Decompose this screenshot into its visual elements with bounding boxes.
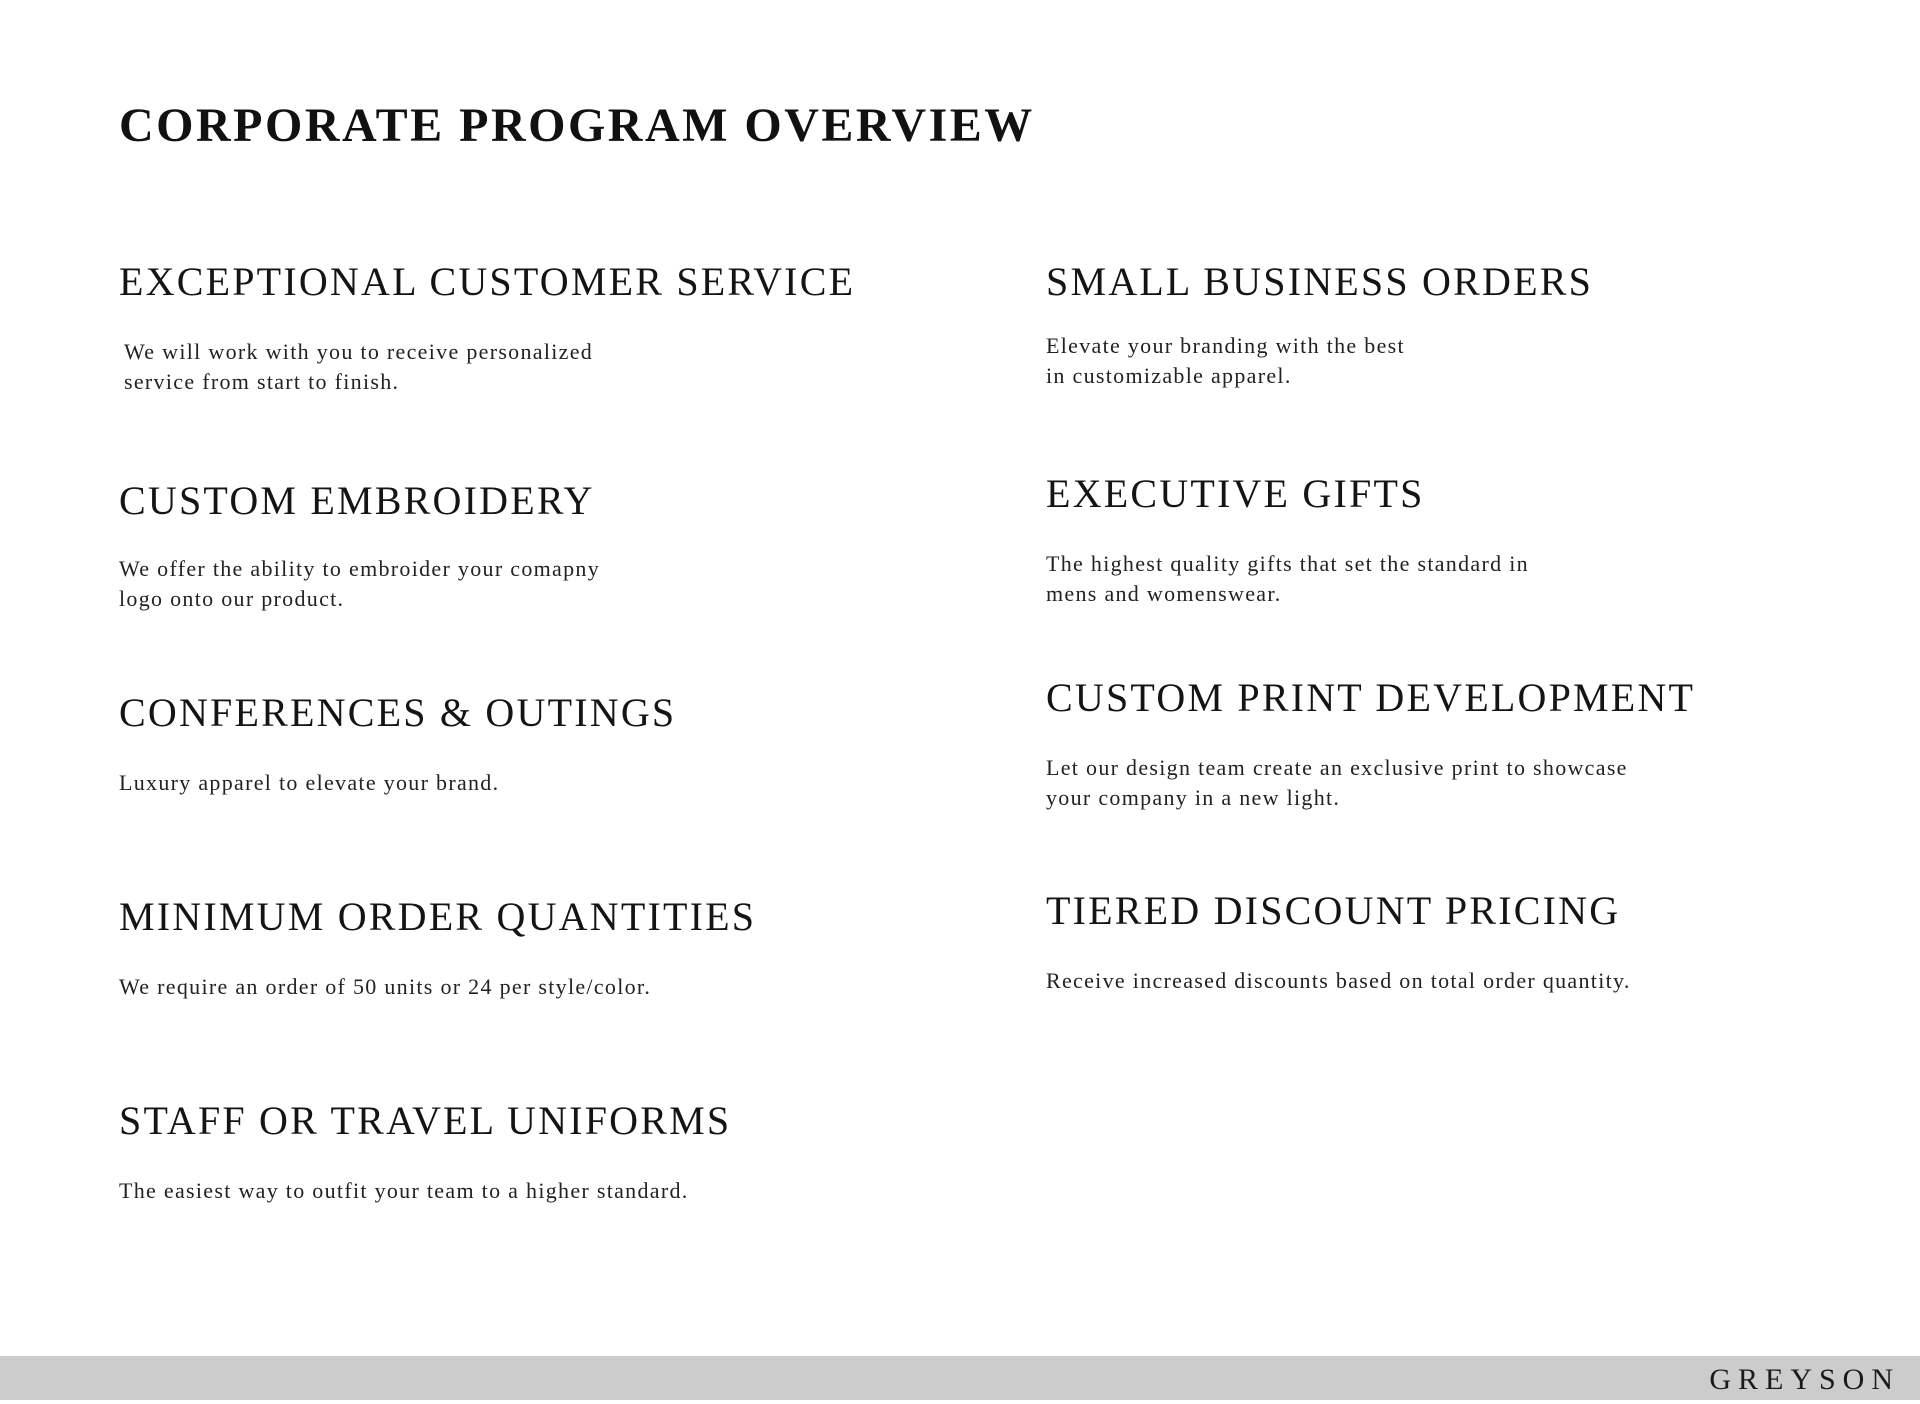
section-body: The highest quality gifts that set the standard in mens and womenswear. <box>1046 551 1529 606</box>
section-exceptional-customer-service <box>119 257 855 397</box>
section-heading: CUSTOM EMBROIDERY <box>119 478 595 523</box>
section-heading: EXCEPTIONAL CUSTOMER SERVICE <box>119 259 856 304</box>
section-body: We require an order of 50 units or 24 per style/color. <box>119 974 652 999</box>
section-heading: TIERED DISCOUNT PRICING <box>1046 888 1621 933</box>
section-heading: CUSTOM PRINT DEVELOPMENT <box>1046 675 1696 720</box>
brand-wordmark: GREYSON <box>1709 1363 1900 1396</box>
section-tiered-discount-pricing <box>1046 886 1631 996</box>
section-heading: STAFF OR TRAVEL UNIFORMS <box>119 1098 732 1143</box>
section-heading: MINIMUM ORDER QUANTITIES <box>119 894 757 939</box>
section-small-business-orders <box>1046 257 1593 391</box>
section-custom-embroidery <box>119 476 600 614</box>
section-heading: CONFERENCES & OUTINGS <box>119 690 677 735</box>
section-body: Elevate your branding with the best in customizable apparel. <box>1046 333 1405 388</box>
section-body: The easiest way to outfit your team to a higher standard. <box>119 1178 689 1203</box>
section-custom-print-development <box>1046 673 1695 813</box>
section-minimum-order-quantities <box>119 892 756 1002</box>
section-heading: EXECUTIVE GIFTS <box>1046 471 1425 516</box>
section-body: We will work with you to receive personalized service from start to finish. <box>124 339 594 394</box>
section-conferences-outings <box>119 688 676 798</box>
page-title: CORPORATE PROGRAM OVERVIEW <box>119 99 1035 152</box>
section-executive-gifts <box>1046 469 1529 609</box>
section-body: Luxury apparel to elevate your brand. <box>119 770 500 795</box>
section-staff-travel-uniforms <box>119 1096 731 1206</box>
section-body: Let our design team create an exclusive print to showcase your company in a new light. <box>1046 755 1628 810</box>
section-body: Receive increased discounts based on total order quantity. <box>1046 968 1631 993</box>
section-heading: SMALL BUSINESS ORDERS <box>1046 259 1594 304</box>
footer-bar <box>0 1356 1920 1400</box>
section-body: We offer the ability to embroider your comapny logo onto our product. <box>119 556 600 611</box>
